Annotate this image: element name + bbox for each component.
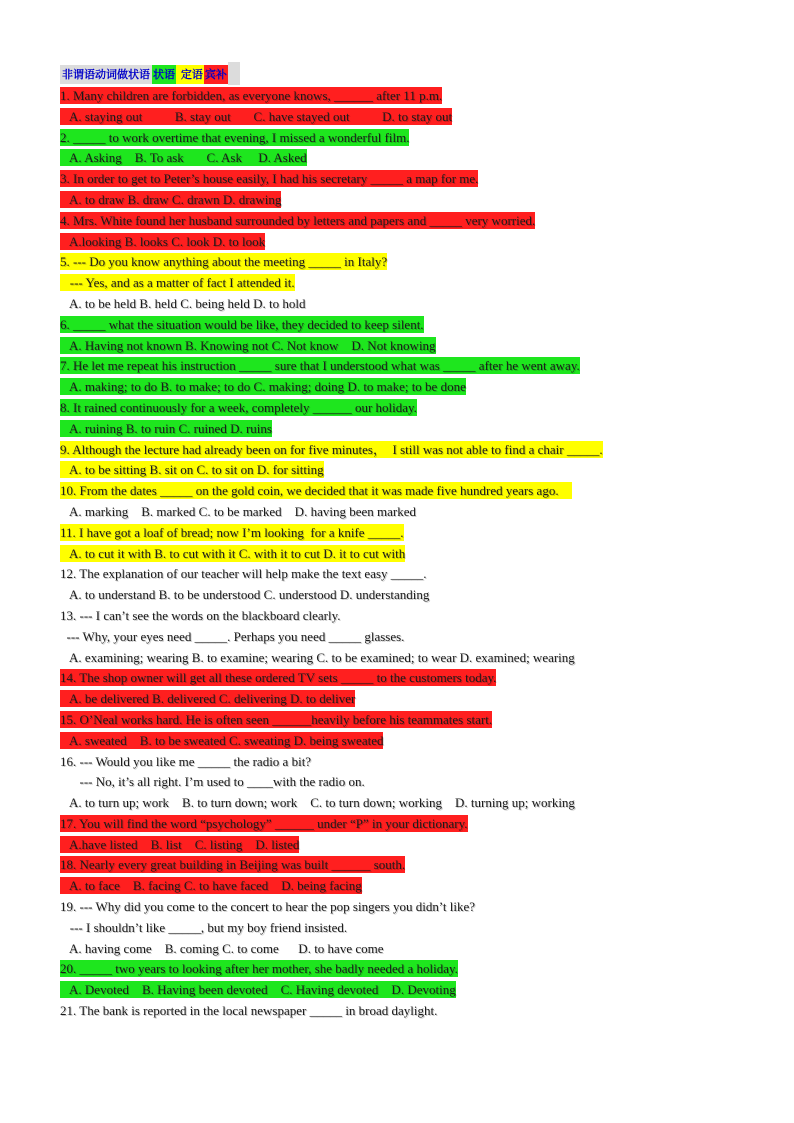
- question-line: [60, 959, 760, 980]
- question-line-text: 12. The explanation of our teacher will help make the text easy _____.: [60, 566, 427, 582]
- title-part-2: 状语: [152, 65, 176, 84]
- question-line-text: 15. O’Neal works hard. He is often seen ______heavily before his teammates start.: [60, 711, 493, 727]
- question-line-text: 3. In order to get to Peter’s house easily, I had his secretary _____ a map for me.: [60, 171, 479, 187]
- question-line-text: 16. --- Would you like me _____ the radio a bit?: [60, 753, 312, 769]
- question-line-text: A. staying out B. stay out C. have stayed out D. to stay out: [60, 108, 453, 124]
- question-line-text: A.looking B. looks C. look D. to look: [60, 233, 266, 249]
- question-line: [60, 336, 760, 357]
- question-line: [60, 544, 760, 565]
- question-line-text: --- Yes, and as a matter of fact I attended it.: [60, 275, 295, 291]
- question-line-text: A. to cut it with B. to cut with it C. with it to cut D. it to cut with: [60, 545, 406, 561]
- question-line: [60, 585, 760, 606]
- question-line: [60, 86, 760, 107]
- question-line: [60, 440, 760, 461]
- question-line: [60, 481, 760, 502]
- question-line: [60, 835, 760, 856]
- question-line-text: A. to face B. facing C. to have faced D. being facing: [60, 878, 362, 894]
- question-line-text: A. examining; wearing B. to examine; wearing C. to be examined; to wear D. examined; wearing: [60, 649, 575, 665]
- question-line-text: 10. From the dates _____ on the gold coin, we decided that it was made five hundred years ago.: [60, 483, 572, 499]
- question-line: [60, 606, 760, 627]
- document-page: [60, 64, 760, 1022]
- question-line: [60, 315, 760, 336]
- question-line-text: --- I shouldn’t like _____, but my boy friend insisted.: [60, 919, 348, 935]
- question-line: [60, 814, 760, 835]
- question-line-text: 13. --- I can’t see the words on the blackboard clearly.: [60, 607, 341, 623]
- question-line-text: A. be delivered B. delivered C. delivering D. to deliver: [60, 691, 356, 707]
- question-line: [60, 668, 760, 689]
- question-line: [60, 523, 760, 544]
- question-line-text: 5. --- Do you know anything about the meeting _____ in Italy?: [60, 254, 388, 270]
- question-line: [60, 190, 760, 211]
- question-line-text: A. Devoted B. Having been devoted C. Having devoted D. Devoting: [60, 982, 456, 998]
- question-line: [60, 980, 760, 1001]
- question-line: [60, 689, 760, 710]
- page-title: [60, 64, 760, 84]
- question-line-text: 11. I have got a loaf of bread; now I’m looking for a knife _____.: [60, 524, 404, 540]
- question-line-text: 21. The bank is reported in the local newspaper _____ in broad daylight.: [60, 1003, 438, 1019]
- question-line: [60, 564, 760, 585]
- question-line: [60, 855, 760, 876]
- question-line-text: A. making; to do B. to make; to do C. making; doing D. to make; to be done: [60, 379, 466, 395]
- question-list: [60, 86, 760, 1022]
- question-line: [60, 252, 760, 273]
- question-line-text: 18. Nearly every great building in Beijing was built ______ south.: [60, 857, 406, 873]
- question-line-text: A. ruining B. to ruin C. ruined D. ruins: [60, 420, 272, 436]
- question-line: [60, 128, 760, 149]
- question-line: [60, 356, 760, 377]
- question-line: [60, 710, 760, 731]
- question-line: [60, 294, 760, 315]
- title-part-4: 宾补: [204, 65, 228, 84]
- question-line-text: A. to be held B. held C. being held D. to hold: [60, 295, 306, 311]
- question-line: [60, 752, 760, 773]
- question-line: [60, 897, 760, 918]
- question-line: [60, 939, 760, 960]
- question-line: [60, 627, 760, 648]
- question-line: [60, 169, 760, 190]
- question-line-text: 19. --- Why did you come to the concert to hear the pop singers you didn’t like?: [60, 899, 476, 915]
- question-line: [60, 918, 760, 939]
- question-line: [60, 460, 760, 481]
- question-line: [60, 772, 760, 793]
- question-line-text: 14. The shop owner will get all these ordered TV sets _____ to the customers today.: [60, 670, 497, 686]
- question-line: [60, 148, 760, 169]
- question-line-text: A. to draw B. draw C. drawn D. drawing: [60, 191, 282, 207]
- question-line: [60, 107, 760, 128]
- question-line-text: 7. He let me repeat his instruction _____ sure that I understood what was _____ after he went away.: [60, 358, 580, 374]
- question-line-text: 4. Mrs. White found her husband surrounded by letters and papers and _____ very worried.: [60, 212, 536, 228]
- question-line-text: A. to be sitting B. sit on C. to sit on D. for sitting: [60, 462, 324, 478]
- question-line-text: 8. It rained continuously for a week, completely ______ our holiday.: [60, 399, 417, 415]
- question-line-text: 1. Many children are forbidden, as everyone knows, ______ after 11 p.m.: [60, 88, 443, 103]
- question-line: [60, 793, 760, 814]
- question-line-text: A. having come B. coming C. to come D. to have come: [60, 940, 384, 956]
- question-line-text: 2. _____ to work overtime that evening, I missed a wonderful film.: [60, 129, 410, 145]
- question-line: [60, 502, 760, 523]
- question-line-text: A. Asking B. To ask C. Ask D. Asked: [60, 150, 307, 166]
- question-line: [60, 648, 760, 669]
- question-line-text: A. to turn up; work B. to turn down; work C. to turn down; working D. turning up; working: [60, 795, 575, 811]
- question-line-text: --- No, it’s all right. I’m used to ____with the radio on.: [60, 774, 365, 790]
- question-line: [60, 731, 760, 752]
- question-line: [60, 232, 760, 253]
- question-line-text: A. to understand B. to be understood C. understood D. understanding: [60, 587, 430, 603]
- question-line: [60, 419, 760, 440]
- question-line: [60, 876, 760, 897]
- question-line: [60, 377, 760, 398]
- title-part-3: 定语: [176, 65, 204, 84]
- question-line-text: 9. Although the lecture had already been on for five minutes， I still was not able to find a chair _____.: [60, 441, 603, 457]
- question-line: [60, 398, 760, 419]
- title-spacer: [228, 62, 240, 85]
- title-part-1: 非谓语动词做状语: [60, 65, 152, 84]
- question-line-text: A. Having not known B. Knowing not C. Not know D. Not knowing: [60, 337, 436, 353]
- question-line-text: 20. _____ two years to looking after her mother, she badly needed a holiday.: [60, 961, 458, 977]
- question-line: [60, 273, 760, 294]
- question-line-text: 17. You will find the word “psychology” ______ under “P” in your dictionary.: [60, 815, 468, 831]
- question-line: [60, 211, 760, 232]
- question-line-text: --- Why, your eyes need _____. Perhaps you need _____ glasses.: [60, 628, 405, 644]
- question-line-text: A.have listed B. list C. listing D. listed: [60, 836, 300, 852]
- question-line-text: A. sweated B. to be sweated C. sweating D. being sweated: [60, 732, 384, 748]
- question-line-text: A. marking B. marked C. to be marked D. having been marked: [60, 503, 416, 519]
- question-line: [60, 1001, 760, 1022]
- question-line-text: 6. _____ what the situation would be like, they decided to keep silent.: [60, 316, 424, 332]
